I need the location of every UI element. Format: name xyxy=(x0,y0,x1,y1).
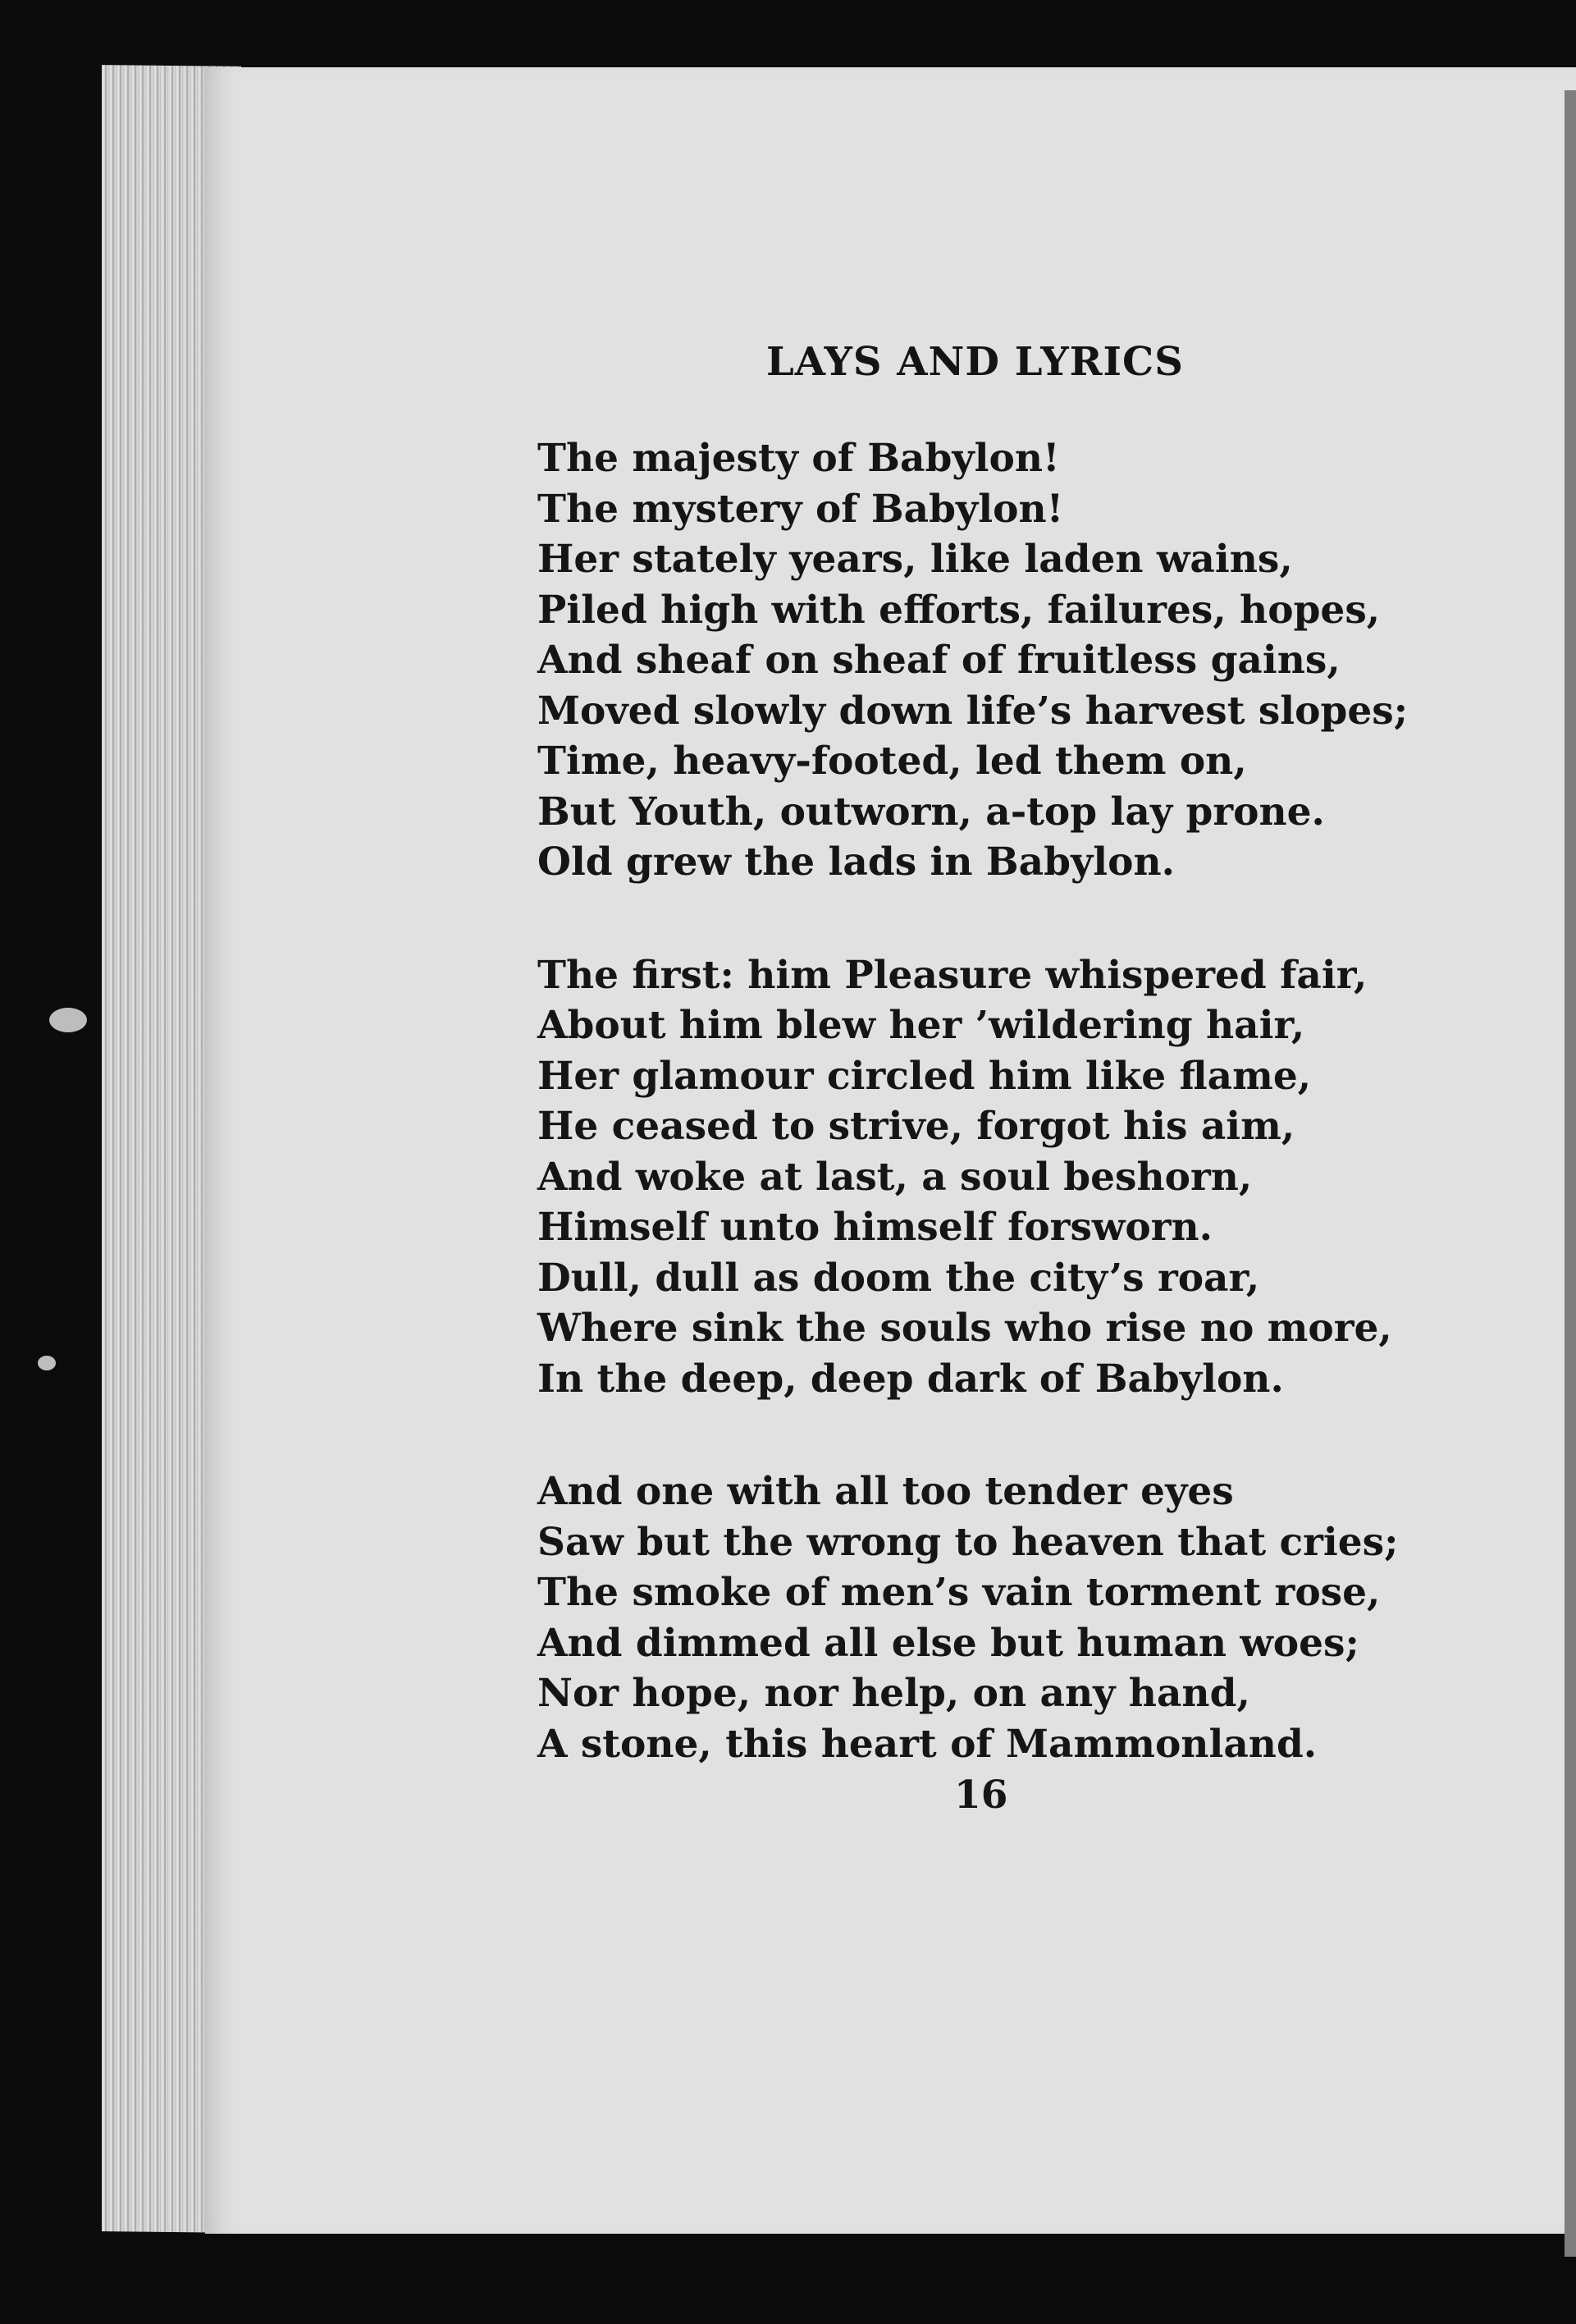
poem-line: Piled high with efforts, failures, hopes, xyxy=(537,587,1381,633)
poem-line: And sheaf on sheaf of fruitless gains, xyxy=(537,638,1341,683)
poem-line: And woke at last, a soul beshorn, xyxy=(537,1154,1253,1200)
page-right-edge xyxy=(1565,90,1576,2257)
poem-line: The first: him Pleasure whispered fair, xyxy=(537,952,1368,998)
running-head: LAYS AND LYRICS xyxy=(766,339,1184,385)
stanza-3 xyxy=(537,1466,1423,1769)
speck xyxy=(49,1008,87,1032)
poem-line: Time, heavy-footed, led them on, xyxy=(537,739,1247,784)
poem-line: A stone, this heart of Mammonland. xyxy=(537,1721,1318,1767)
poem-line: The smoke of men’s vain torment rose, xyxy=(537,1570,1381,1615)
poem-line: Saw but the wrong to heaven that cries; xyxy=(537,1519,1399,1565)
poem-line: Himself unto himself forsworn. xyxy=(537,1205,1213,1250)
poem-line: Where sink the souls who rise no more, xyxy=(537,1306,1392,1351)
poem-line: Her glamour circled him like flame, xyxy=(537,1053,1312,1099)
stanza-1 xyxy=(537,433,1423,888)
stanza-2 xyxy=(537,950,1423,1405)
poem-line: He ceased to strive, forgot his aim, xyxy=(537,1104,1295,1149)
speck xyxy=(38,1356,56,1370)
poem-line: Moved slowly down life’s harvest slopes; xyxy=(537,688,1409,734)
poem-line: And one with all too tender eyes xyxy=(537,1469,1234,1514)
poem-line: But Youth, outworn, a-top lay prone. xyxy=(537,789,1325,835)
poem-line: And dimmed all else but human woes; xyxy=(537,1620,1359,1666)
poem-line: The majesty of Babylon! xyxy=(537,436,1060,481)
poem-line: Dull, dull as doom the city’s roar, xyxy=(537,1255,1260,1301)
poem-line: Old grew the lads in Babylon. xyxy=(537,839,1175,885)
poem xyxy=(537,433,1423,1832)
poem-line: About him blew her ’wildering hair, xyxy=(537,1003,1305,1048)
poem-line: Nor hope, nor help, on any hand, xyxy=(537,1671,1250,1716)
poem-line: The mystery of Babylon! xyxy=(537,486,1064,532)
poem-line: Her stately years, like laden wains, xyxy=(537,537,1293,582)
page-number: 16 xyxy=(954,1773,1008,1818)
poem-line: In the deep, deep dark of Babylon. xyxy=(537,1356,1284,1402)
